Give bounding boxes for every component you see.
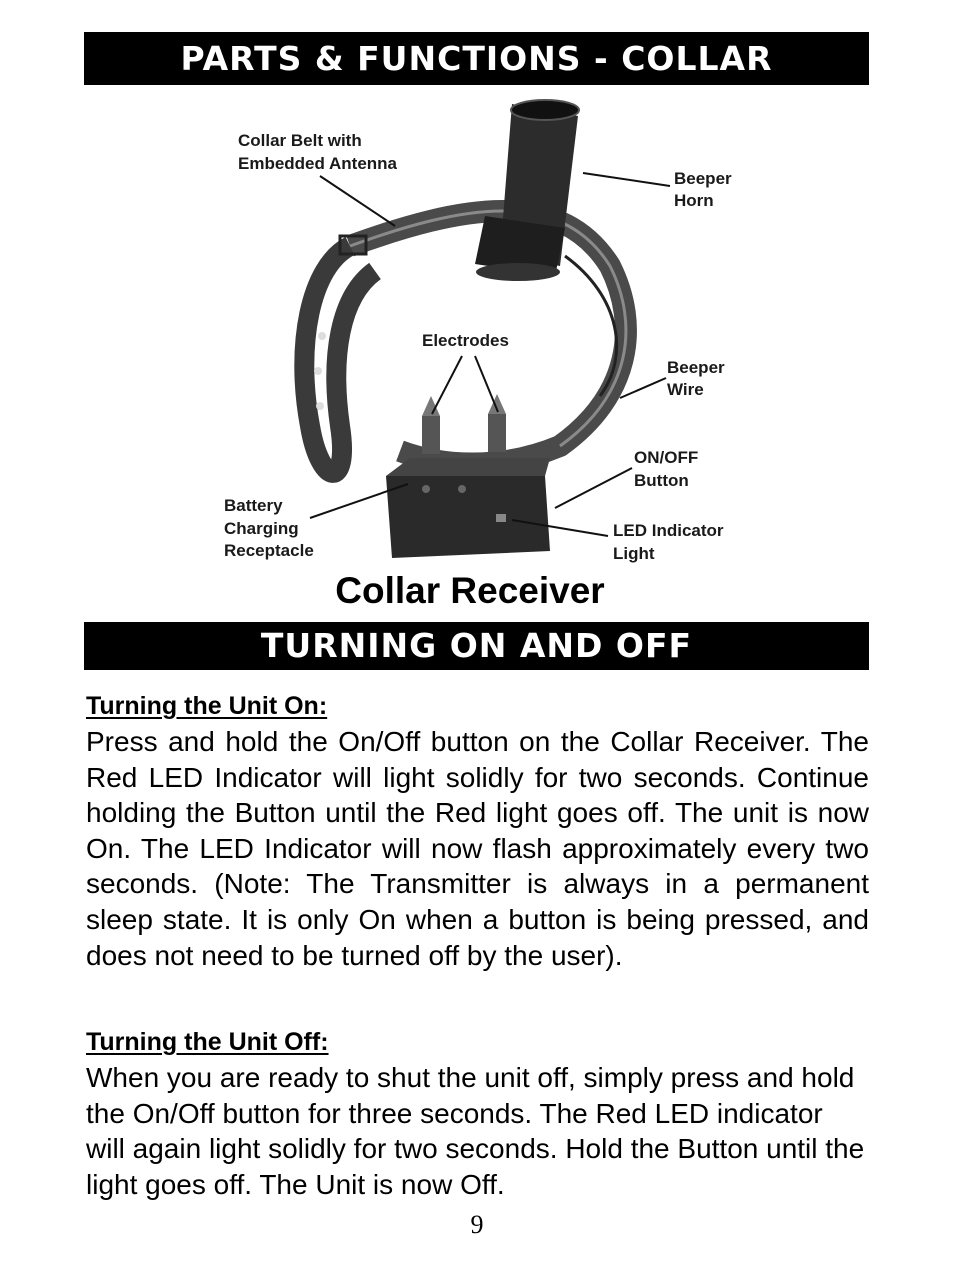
page-number: 9 <box>470 1210 484 1239</box>
label-collar-belt-line1: Collar Belt with <box>238 131 362 150</box>
label-beeper-wire-line1: Beeper <box>667 358 725 377</box>
label-onoff-line2: Button <box>634 471 689 490</box>
label-electrodes: Electrodes <box>422 331 509 350</box>
label-led-line1: LED Indicator <box>613 521 724 540</box>
label-battery-line1: Battery <box>224 496 283 515</box>
turning-on-off-header: TURNING ON AND OFF <box>84 622 869 670</box>
receiver-box <box>386 458 550 558</box>
turning-on-heading: Turning the Unit On: <box>86 692 328 720</box>
label-beeper-horn-line2: Horn <box>674 191 714 210</box>
collar-strap-tail <box>304 246 375 473</box>
beeper-horn <box>475 100 579 281</box>
label-onoff-line1: ON/OFF <box>634 448 699 467</box>
label-beeper-wire-line2: Wire <box>667 380 704 399</box>
turning-on-paragraph: Press and hold the On/Off button on the Collar Receiver. The Red LED Indicator will light solidly for two seconds. Continue holding the Button until the Red light goes off. The unit is now On. The LED Indicator will now flash approximately every two seconds. (Note: The Transmitter is always in a permanent sleep state. It is only On when a button is being pressed, and does not need to be turned off by the user). <box>86 726 869 971</box>
parts-functions-header: PARTS & FUNCTIONS - COLLAR <box>84 32 869 85</box>
collar-receiver-figure <box>200 96 760 566</box>
label-beeper-horn-line1: Beeper <box>674 169 732 188</box>
figure-caption: Collar Receiver <box>335 570 605 611</box>
label-battery-line3: Receptacle <box>224 541 314 560</box>
label-led-line2: Light <box>613 544 655 563</box>
turning-off-paragraph: When you are ready to shut the unit off, simply press and hold the On/Off button for three seconds. The Red LED indicator will again light solidly for two seconds. Hold the Button until the light goes off. The Unit is now Off. <box>86 1062 865 1200</box>
turning-off-heading: Turning the Unit Off: <box>86 1028 329 1056</box>
label-collar-belt-line2: Embedded Antenna <box>238 154 397 173</box>
label-battery-line2: Charging <box>224 519 299 538</box>
